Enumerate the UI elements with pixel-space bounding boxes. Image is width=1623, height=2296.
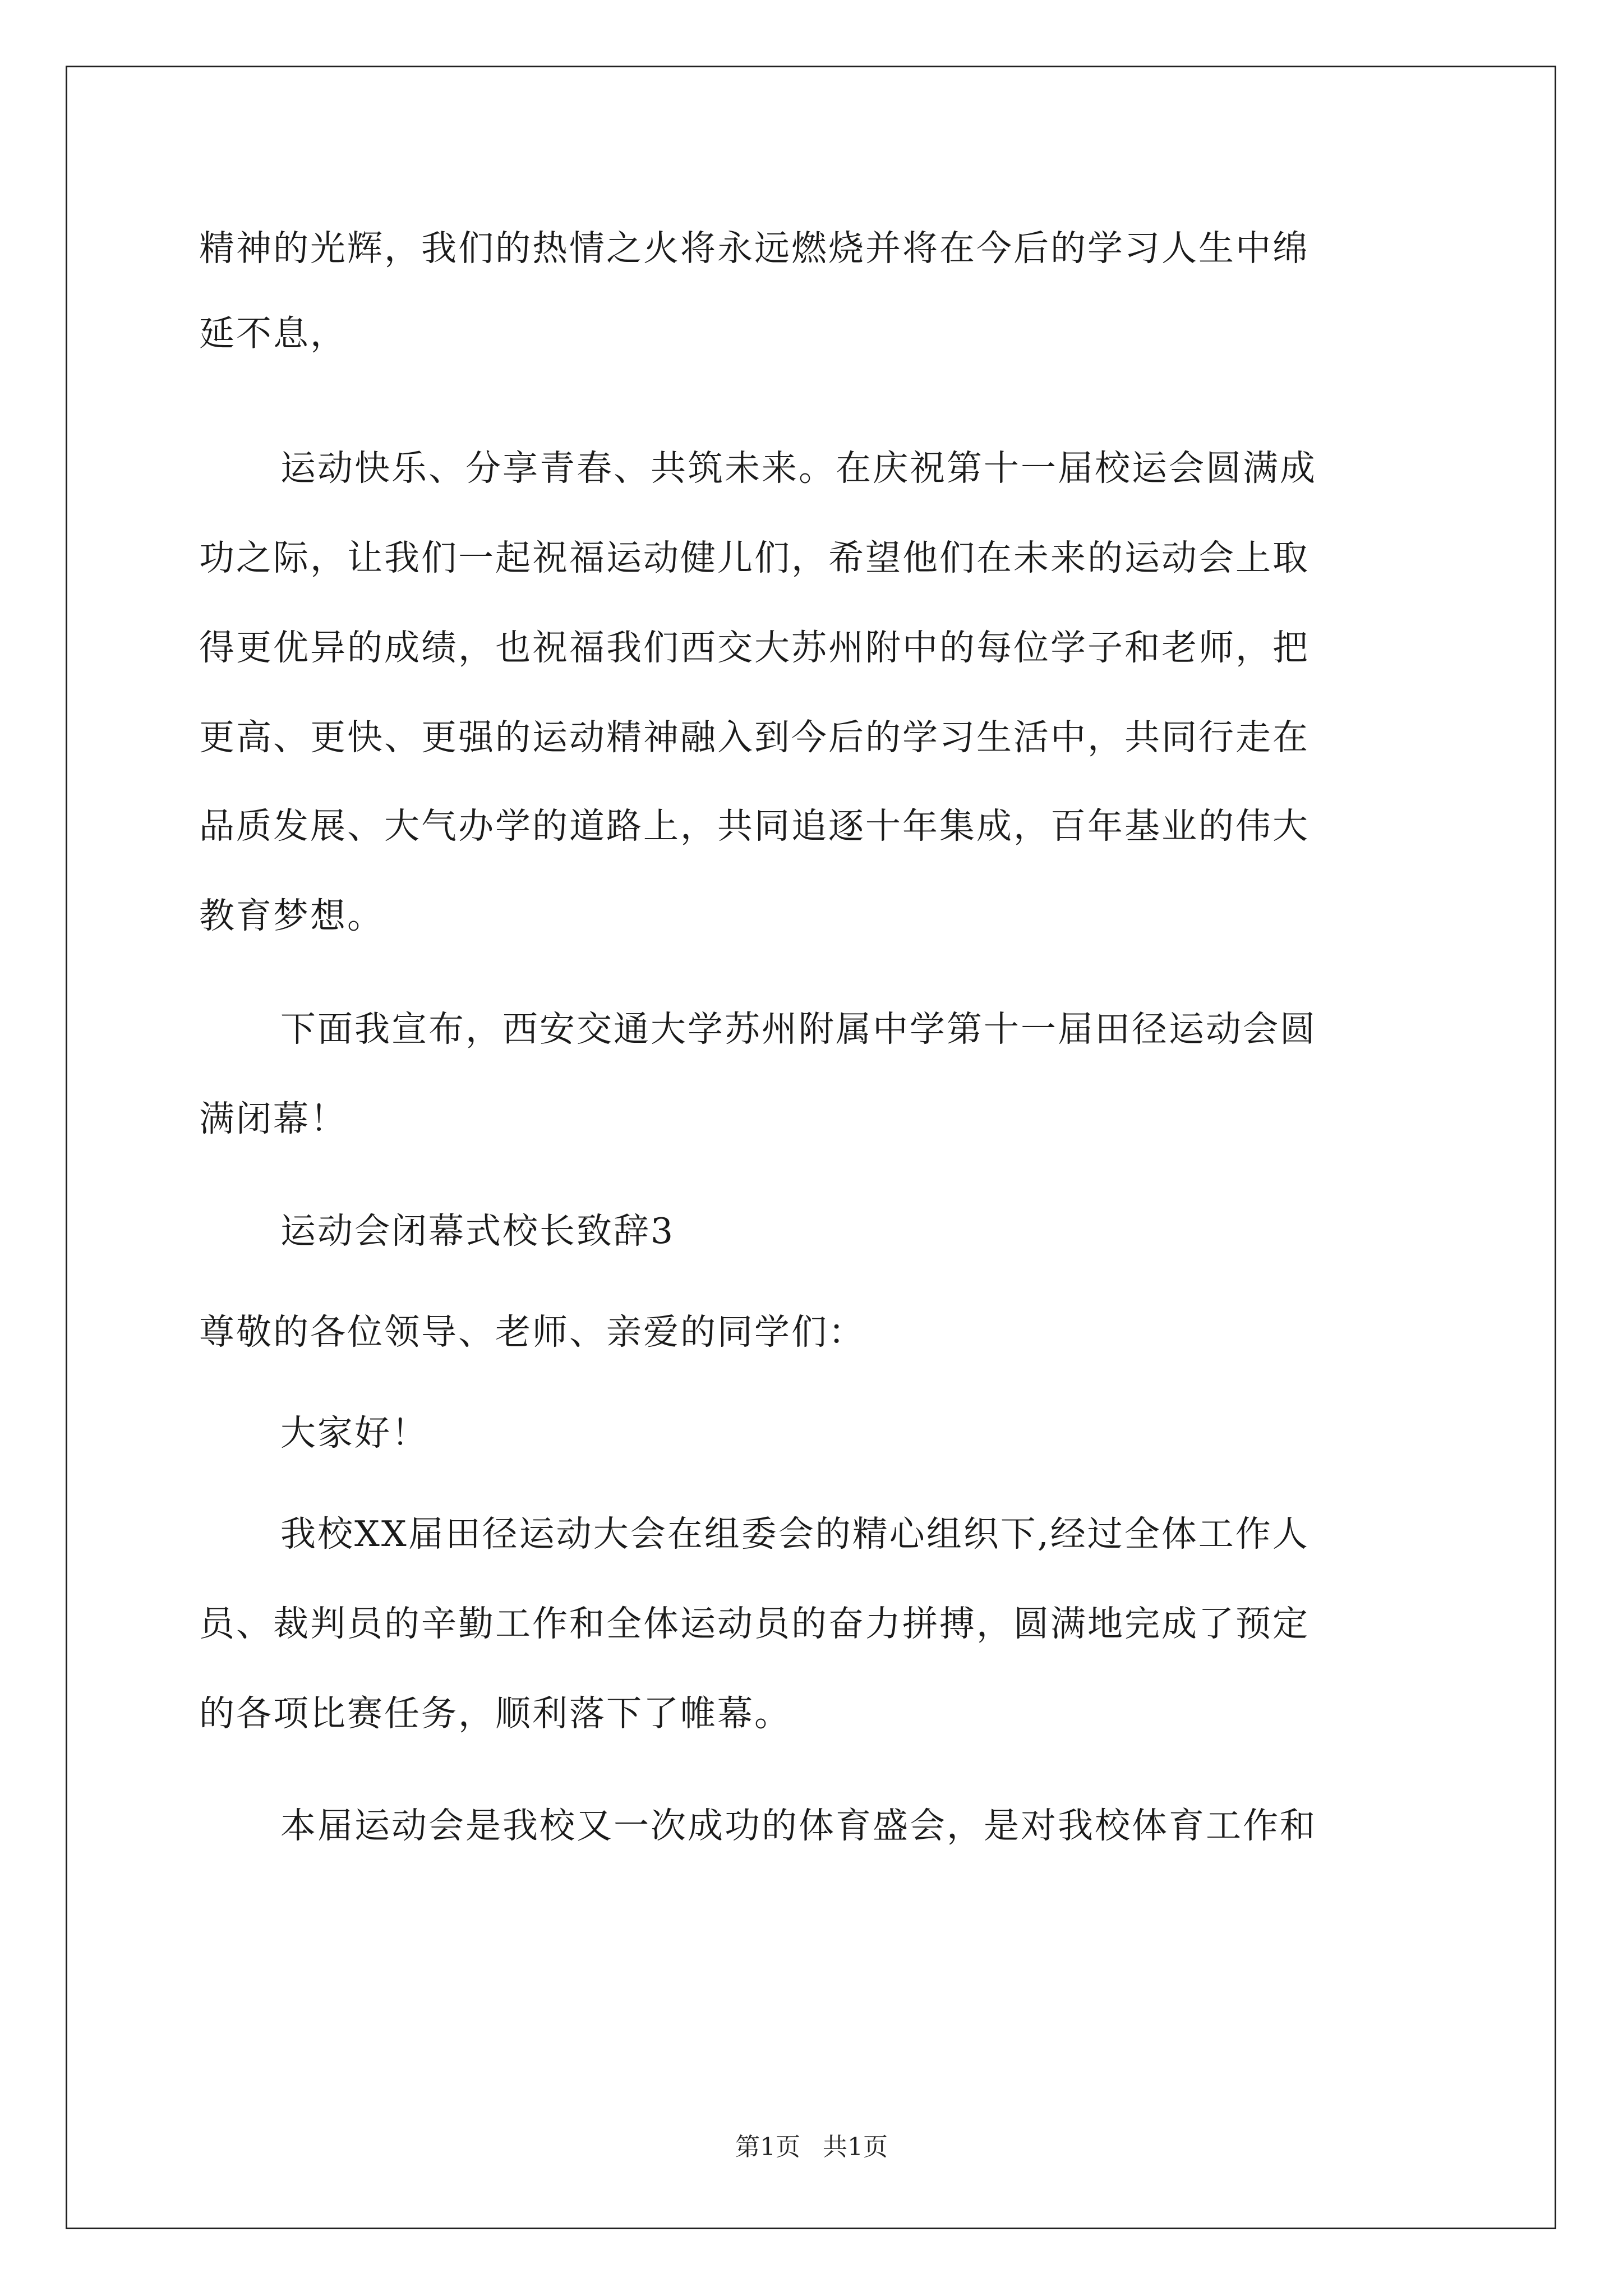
section-heading: 运动会闭幕式校长致辞3 bbox=[280, 1211, 675, 1251]
body-line-14: 本届运动会是我校又一次成功的体育盛会，是对我校体育工作和 bbox=[280, 1805, 1317, 1846]
page-total: 共1页 bbox=[823, 2133, 888, 2161]
body-line-10: 满闭幕！ bbox=[199, 1098, 347, 1139]
greeting-line: 大家好！ bbox=[280, 1412, 428, 1453]
page-number: 第1页 bbox=[735, 2133, 800, 2161]
body-line-2: 延不息， bbox=[199, 313, 347, 354]
body-line-4: 功之际，让我们一起祝福运动健儿们，希望他们在未来的运动会上取 bbox=[199, 537, 1310, 578]
body-line-8: 教育梦想。 bbox=[199, 895, 384, 936]
body-line-3: 运动快乐、分享青春、共筑未来。在庆祝第十一届校运会圆满成 bbox=[280, 448, 1317, 489]
page-border bbox=[66, 66, 1556, 2229]
body-line-9: 下面我宣布，西安交通大学苏州附属中学第十一届田径运动会圆 bbox=[280, 1009, 1317, 1050]
body-line-12: 员、裁判员的辛勤工作和全体运动员的奋力拼搏，圆满地完成了预定 bbox=[199, 1603, 1310, 1644]
body-line-1: 精神的光辉，我们的热情之火将永远燃烧并将在今后的学习人生中绵 bbox=[199, 228, 1310, 269]
page-footer bbox=[0, 2132, 1623, 2163]
body-line-13: 的各项比赛任务，顺利落下了帷幕。 bbox=[199, 1693, 791, 1734]
body-line-11: 我校XX届田径运动大会在组委会的精心组织下,经过全体工作人 bbox=[280, 1513, 1310, 1554]
body-line-5: 得更优异的成绩，也祝福我们西交大苏州附中的每位学子和老师，把 bbox=[199, 627, 1310, 668]
body-line-7: 品质发展、大气办学的道路上，共同追逐十年集成，百年基业的伟大 bbox=[199, 806, 1310, 846]
salutation-line: 尊敬的各位领导、老师、亲爱的同学们： bbox=[199, 1312, 865, 1352]
body-line-6: 更高、更快、更强的运动精神融入到今后的学习生活中，共同行走在 bbox=[199, 717, 1310, 758]
